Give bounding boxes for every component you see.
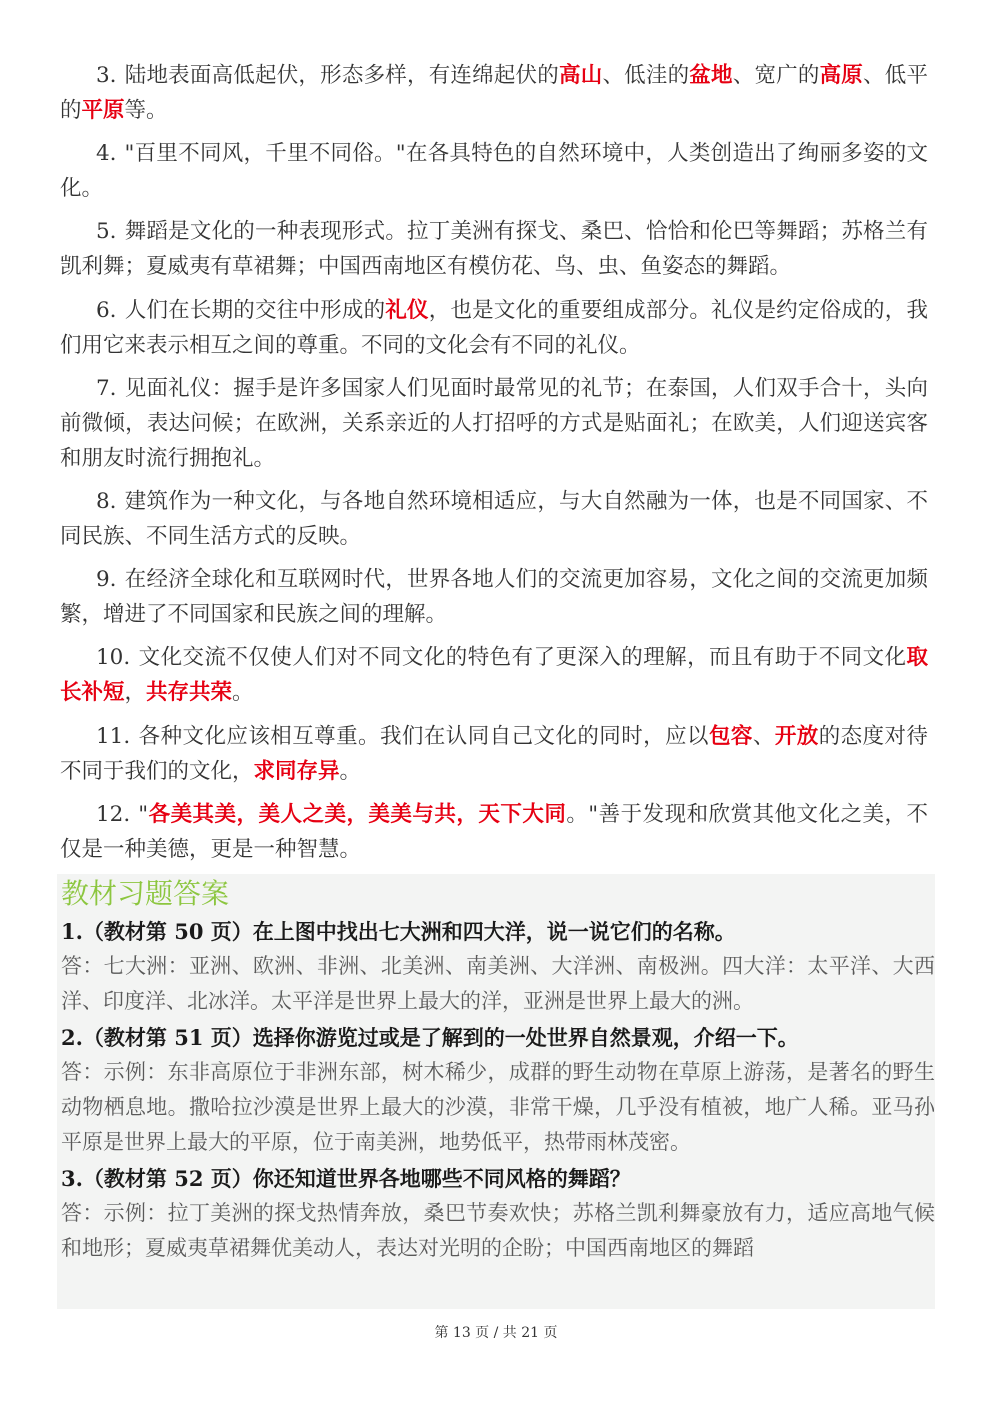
highlight-term: 共存共荣 [146, 680, 233, 706]
key-point [60, 640, 928, 710]
highlight-term: 取长补短 [60, 645, 928, 706]
highlight-term: 平原 [81, 98, 125, 123]
point-text: 。 [339, 758, 362, 784]
point-text: 在经济全球化和互联网时代，世界各地人们的交流更加容易，文化之间的交流更加频繁，增进了不同国家和民族之间的理解。 [60, 567, 928, 628]
point-text: 陆地表面高低起伏，形态多样，有连绵起伏的 [124, 63, 559, 88]
key-point [60, 562, 928, 632]
highlight-term: 包容 [709, 723, 753, 749]
point-number: 10. [96, 645, 131, 671]
answer-item [57, 914, 935, 1019]
point-number: 5. [96, 219, 117, 245]
highlight-term: 求同存异 [253, 758, 340, 784]
point-text: 。"善于发现和欣赏其他文化之美，不仅是一种美德，更是一种智慧。 [60, 801, 928, 862]
highlight-term: 各美其美，美人之美，美美与共，天下大同 [148, 801, 567, 827]
key-point [60, 293, 928, 363]
answer-item [57, 1161, 935, 1266]
highlight-term: 礼仪 [385, 297, 429, 323]
point-number: 8. [96, 488, 117, 514]
point-text: 文化交流不仅使人们对不同文化的特色有了更深入的理解，而且有助于不同文化 [138, 645, 907, 671]
point-text: 、 [752, 723, 775, 749]
point-text: 的态度对待不同于我们的文化， [60, 723, 928, 784]
key-point [60, 371, 928, 476]
highlight-term: 盆地 [689, 63, 733, 88]
highlight-term: 高山 [559, 63, 603, 88]
point-number: 12. [96, 801, 131, 827]
question-1: 1.（教材第 50 页）在上图中找出七大洲和四大洋，说一说它们的名称。 [61, 919, 736, 944]
key-point [60, 58, 928, 128]
point-text: ， [124, 680, 147, 706]
answer-item [57, 1020, 935, 1160]
highlight-term: 高原 [819, 63, 864, 88]
answer-3: 答：示例：拉丁美洲的探戈热情奔放，桑巴节奏欢快；苏格兰凯利舞豪放有力，适应高地气候和地形；夏威夷草裙舞优美动人，表达对光明的企盼；中国西南地区的舞蹈 [61, 1201, 935, 1260]
point-text: 、低洼的 [602, 63, 690, 88]
point-text: 各种文化应该相互尊重。我们在认同自己文化的同时，应以 [138, 723, 709, 749]
key-point [60, 797, 928, 867]
point-text: 、宽广的 [732, 63, 820, 88]
question-3: 3.（教材第 52 页）你还知道世界各地哪些不同风格的舞蹈？ [61, 1166, 631, 1191]
point-number: 9. [96, 567, 117, 593]
key-point [60, 719, 928, 789]
answer-2: 答：示例：东非高原位于非洲东部，树木稀少，成群的野生动物在草原上游荡，是著名的野生动物栖息地。撒哈拉沙漠是世界上最大的沙漠，非常干燥，几乎没有植被，地广人稀。亚马孙平原是世界上最大的平原，位于南美洲，地势低平，热带雨林茂密。 [61, 1060, 935, 1154]
point-text: 建筑作为一种文化，与各地自然环境相适应，与大自然融为一体，也是不同国家、不同民族、不同生活方式的反映。 [60, 488, 928, 549]
point-text: 见面礼仪：握手是许多国家人们见面时最常见的礼节；在泰国，人们双手合十，头向前微倾，表达问候；在欧洲，关系亲近的人打招呼的方式是贴面礼；在欧美，人们迎送宾客和朋友时流行拥抱礼。 [60, 375, 928, 471]
point-number: 11. [96, 723, 131, 749]
answers-title: 教材习题答案 [61, 877, 230, 910]
key-points-list [60, 58, 928, 875]
point-text: 等。 [124, 98, 168, 123]
point-text: "百里不同风，千里不同俗。"在各具特色的自然环境中，人类创造出了绚丽多姿的文化。 [60, 141, 928, 202]
point-text: 、低平的 [60, 63, 928, 123]
answer-1: 答：七大洲：亚洲、欧洲、非洲、北美洲、南美洲、大洋洲、南极洲。四大洋：太平洋、大西洋、印度洋、北冰洋。太平洋是世界上最大的洋，亚洲是世界上最大的洲。 [61, 954, 935, 1013]
page-footer: 第 13 页 / 共 21 页 [434, 1325, 558, 1341]
point-text: ，也是文化的重要组成部分。礼仪是约定俗成的，我们用它来表示相互之间的尊重。不同的文化会有不同的礼仪。 [60, 297, 928, 358]
point-number: 3. [96, 63, 117, 88]
point-number: 4. [96, 141, 117, 167]
point-number: 6. [96, 297, 117, 323]
question-2: 2.（教材第 51 页）选择你游览过或是了解到的一处世界自然景观，介绍一下。 [61, 1025, 799, 1050]
point-text: 。 [232, 680, 254, 706]
key-point [60, 136, 928, 206]
highlight-term: 开放 [774, 723, 819, 749]
point-number: 7. [96, 375, 117, 401]
point-text: " [138, 801, 149, 827]
point-text: 人们在长期的交往中形成的 [124, 297, 386, 323]
key-point [60, 214, 928, 284]
point-text: 舞蹈是文化的一种表现形式。拉丁美洲有探戈、桑巴、恰恰和伦巴等舞蹈；苏格兰有凯利舞；夏威夷有草裙舞；中国西南地区有模仿花、鸟、虫、鱼姿态的舞蹈。 [60, 219, 928, 280]
key-point [60, 484, 928, 554]
answers-section [57, 874, 935, 1309]
